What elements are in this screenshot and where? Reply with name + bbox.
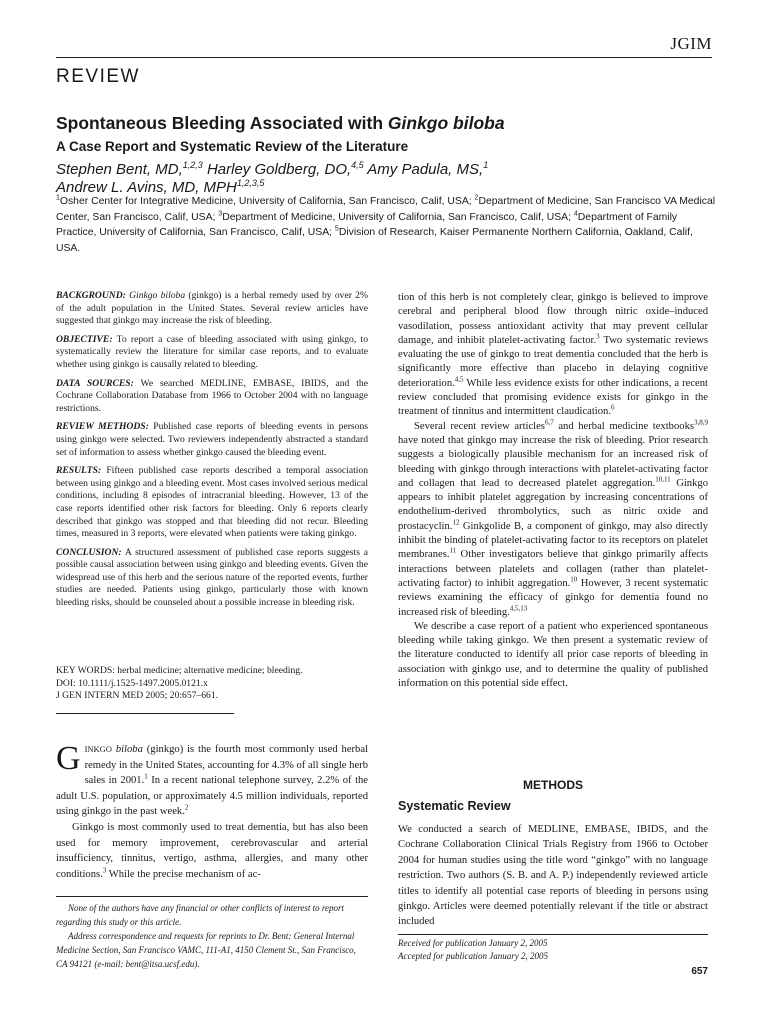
abstract	[56, 290, 368, 616]
abstract-conclusion: CONCLUSION: A structured assessment of published case reports suggests a possible causal association between using ginkgo and bleeding events. Given the widespread use of this herb and the serious nature of the reported events, further studies are needed. Patients using ginkgo, particularly those with known bleeding risks, should be counseled about a possible increase in bleeding risk.	[56, 546, 368, 609]
title-italic: Ginkgo biloba	[387, 113, 505, 133]
body-paragraph: We describe a case report of a patient who experienced spontaneous bleeding while taking ginkgo. We then present a systematic review of the literature conducted to identify all prior case reports of bleeding in association with ginkgo use, and to determine the quality of published information on this potential side effect.	[398, 620, 708, 690]
introduction	[56, 742, 368, 882]
doi: DOI: 10.1111/j.1525-1497.2005.0121.x	[56, 677, 208, 689]
author: Harley Goldberg, DO,$^{4,5}$	[202, 160, 364, 178]
systematic-review-heading: Systematic Review	[398, 799, 511, 813]
header-rule	[56, 57, 712, 58]
accepted-date: Accepted for publication January 2, 2005	[398, 951, 548, 961]
keywords-rule	[56, 713, 234, 714]
journal-name: JGIM	[670, 34, 712, 53]
footnotes	[56, 901, 368, 971]
conflict-statement: None of the authors have any financial or other conflicts of interest to report regarding this study or this article.	[56, 903, 345, 927]
footnote-rule	[56, 896, 368, 897]
body-paragraph: tion of this herb is not completely clear, ginkgo is believed to improve cerebral and peripheral blood flow through nitric oxide–induced vasodilation, possess antioxidant activity that may prevent cellular damage, and inhibit platelet-activating factor.$^3$ Two systematic reviews evaluating the use of ginkgo to treat dementia concluded that the herb is significantly more effective than placebo in delaying cognitive deterioration.$^{4,5}$ While less evidence exists for other indications, a recent review concluded that promising evidence exists for ginkgo in the treatment of tinnitus and intermittent claudication.$^6$	[398, 292, 708, 418]
body-paragraph: Several recent review articles$^{6,7}$ and herbal medicine textbooks$^{3,8,9}$ have noted that ginkgo may increase the risk of bleeding. Prior research suggests a biologically plausible mechanism for an increased risk of bleeding with ginkgo through interactions with platelet-activating factor and collagen that lead to decreased platelet aggregation.$^{10,11}$ Ginkgo appears to inhibit platelet aggregation by increasing concentrations of endothelium-derived thrombolytics, such as nitric oxide and prostacyclin.$^{12}$ Ginkgolide B, a component of ginkgo, may also directly inhibit the binding of platelet-activating factor to its receptors on platelet membranes.$^{11}$ Other investigators believe that ginkgo primarily affects interactions between platelets and collagen (rather than platelet-activating factor) to inhibit aggregation.$^{10}$ However, 3 recent systematic reviews examining the efficacy of ginkgo for dementia found no increased risk of bleeding.$^{4,5,13}$	[398, 418, 708, 618]
methods-heading: METHODS	[523, 778, 583, 792]
author-list	[56, 161, 716, 197]
abstract-review-methods: REVIEW METHODS: Published case reports of bleeding events in persons using ginkgo were selected. Two reviewers independently abstracted a standard set of information to assess whether ginkgo caused the bleeding event.	[56, 421, 368, 458]
received-rule	[398, 934, 708, 935]
author: Stephen Bent, MD,$^{1,2,3}$	[56, 160, 203, 178]
methods-text: We conducted a search of MEDLINE, EMBASE, IBIDS, and the Cochrane Collaboration Clinical Trials Registry from 1966 to October 2004 for human studies using the title word “ginkgo” with no language restriction. Two authors (S. B. and A. P.) independently reviewed article titles to identify all potential case reports of bleeding in persons using ginkgo. Articles were deemed potentially relevant if the title or abstract included	[398, 824, 708, 928]
publication-dates	[398, 937, 708, 963]
article-title	[56, 113, 505, 134]
title-text: Spontaneous Bleeding Associated with	[56, 113, 388, 133]
abstract-results: RESULTS: Fifteen published case reports described a temporal association between using ginkgo and a bleeding event. Most cases involved serious medical conditions, including 8 episodes of intracranial bleeding. However, 13 of the case reports identified other risk factors for bleeding. Only 6 reports clearly described that ginkgo was stopped and that bleeding did not recur. Bleeding times, measured in 3 reports, were elevated when patients were taking ginkgo.	[56, 465, 368, 540]
abstract-background: BACKGROUND: Ginkgo biloba (ginkgo) is a herbal remedy used by over 2% of the adult population in the United States. Several review articles have suggested that ginkgo may increase the risk of bleeding.	[56, 290, 368, 327]
abstract-data-sources: DATA SOURCES: We searched MEDLINE, EMBASE, IBIDS, and the Cochrane Collaboration Database from 1966 to October 2004 with no language restrictions.	[56, 377, 368, 414]
correspondence: Address correspondence and requests for reprints to Dr. Bent: General Internal Medicine Section, San Francisco VAMC, 111-A1, 4150 Clement St., San Francisco, CA 94121 (e-mail: bent@itsa.ucsf.edu).	[56, 931, 356, 969]
drop-cap: G	[56, 740, 81, 777]
keywords-block	[56, 665, 368, 703]
keywords: KEY WORDS: herbal medicine; alternative medicine; bleeding.	[56, 665, 303, 676]
abstract-objective: OBJECTIVE: To report a case of bleeding associated with using ginkgo, to systematically review the literature for similar case reports, and to evaluate whether using ginkgo is causally related to bleeding.	[56, 333, 368, 370]
citation: J GEN INTERN MED 2005; 20:657–661.	[56, 690, 219, 702]
article-subtitle: A Case Report and Systematic Review of the Literature	[56, 139, 409, 154]
section-label: REVIEW	[56, 66, 140, 87]
author: Amy Padula, MS,$^1$	[363, 160, 489, 178]
page-number: 657	[691, 966, 708, 977]
affiliations: $^1$Osher Center for Integrative Medicine, University of California, San Francisco, Calif, USA; $^2$Department of Medicine, San Francisco VA Medical Center, San Francisco, Calif, USA; $^3$Department of Medicine, University of California, San Francisco, Calif, USA; $^4$Department of Family Practice, University of California, San Francisco, Calif, USA; $^5$Division of Research, Kaiser Permanente Northern California, Oakland, Calif, USA.	[56, 194, 716, 254]
right-column-text	[398, 291, 708, 691]
author: Andrew L. Avins, MD, MPH$^{1,2,3,5}$	[56, 178, 265, 196]
intro-paragraph: GINKGO biloba (ginkgo) is the fourth most commonly used herbal remedy in the United States, accounting for 4.3% of all single herb sales in 2001.$^1$ In a recent national telephone survey, 2.2% of the adult U.S. population, or approximately 4.5 million individuals, reported using ginkgo in the past week.$^2$	[56, 740, 369, 818]
intro-paragraph: Ginkgo is most commonly used to treat dementia, but has also been used for memory improvement, cerebrovascular and arterial insufficiency, tinnitus, vertigo, asthma, allergies, and many other conditions.$^3$ While the precise mechanism of ac-	[56, 821, 368, 880]
received-date: Received for publication January 2, 2005	[398, 938, 548, 948]
